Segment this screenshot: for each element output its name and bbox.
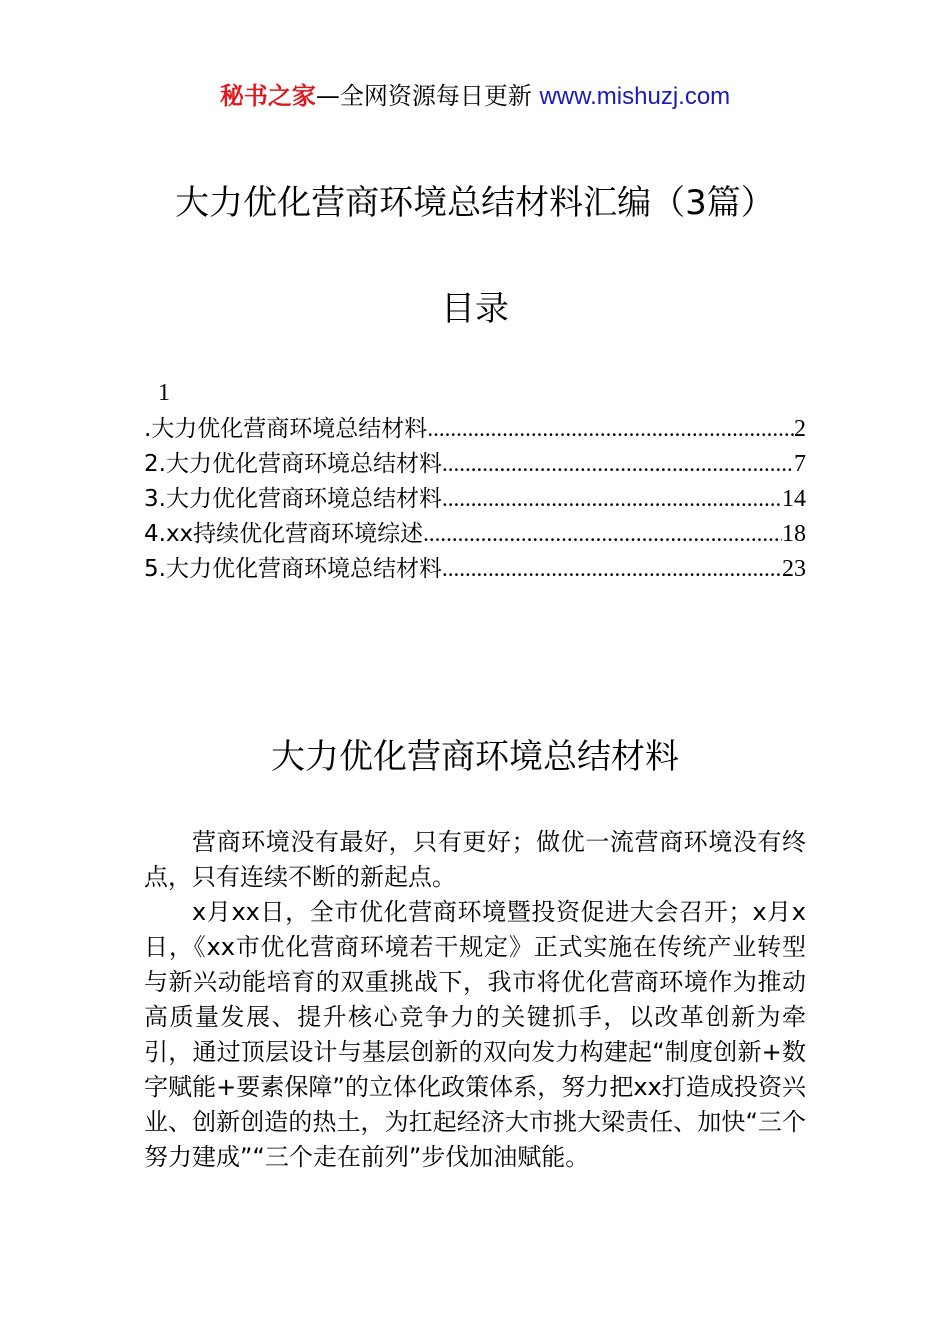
toc-entry[interactable] — [144, 550, 806, 585]
site-header — [0, 78, 950, 115]
site-url-link[interactable]: www.mishuzj.com — [539, 83, 731, 110]
toc-entry-page: 14 — [782, 486, 806, 512]
toc-entry-label: 5.大力优化营商环境总结材料 — [144, 556, 442, 582]
toc-leader-dots — [442, 451, 794, 477]
toc-leader-dots — [423, 521, 782, 547]
table-of-contents — [144, 410, 806, 585]
toc-entry-label: 4.xx持续优化营商环境综述 — [144, 521, 424, 547]
toc-entry-page: 2 — [794, 416, 806, 442]
body-paragraph: 营商环境没有最好，只有更好；做优一流营商环境没有终点，只有连续不断的新起点。 — [144, 828, 806, 891]
toc-leader-dots — [427, 416, 794, 442]
toc-entry-page: 7 — [794, 451, 806, 477]
site-tagline: —全网资源每日更新 — [315, 82, 540, 110]
toc-entry-label: .大力优化营商环境总结材料 — [144, 416, 428, 442]
toc-entry[interactable] — [144, 410, 806, 445]
site-brand: 秘书之家 — [219, 82, 316, 110]
section-title: 大力优化营商环境总结材料 — [271, 737, 679, 777]
toc-heading: 目录 — [441, 289, 509, 329]
toc-entry-label: 2.大力优化营商环境总结材料 — [144, 451, 442, 477]
document-title: 大力优化营商环境总结材料汇编（3篇） — [175, 183, 775, 223]
toc-leader-dots — [442, 486, 782, 512]
body-text — [144, 825, 806, 1175]
toc-leader-dots — [442, 556, 782, 582]
toc-entry-label: 3.大力优化营商环境总结材料 — [144, 486, 442, 512]
toc-entry[interactable] — [144, 445, 806, 480]
toc-entry[interactable] — [144, 515, 806, 550]
toc-entry-page: 23 — [782, 556, 806, 582]
toc-number: 1 — [158, 380, 170, 406]
toc-entry[interactable] — [144, 480, 806, 515]
toc-entry-page: 18 — [782, 521, 806, 547]
body-paragraph: x月xx日，全市优化营商环境暨投资促进大会召开；x月x日，《xx市优化营商环境若干规定》正式实施在传统产业转型与新兴动能培育的双重挑战下，我市将优化营商环境作为推动高质量发展、提升核心竞争力的关键抓手，以改革创新为牵引，通过顶层设计与基层创新的双向发力构建起“制度创新+数字赋能+要素保障”的立体化政策体系，努力把xx打造成投资兴业、创新创造的热土，为扛起经济大市挑大梁责任、加快“三个努力建成”“三个走在前列”步伐加油赋能。 — [144, 898, 806, 1171]
